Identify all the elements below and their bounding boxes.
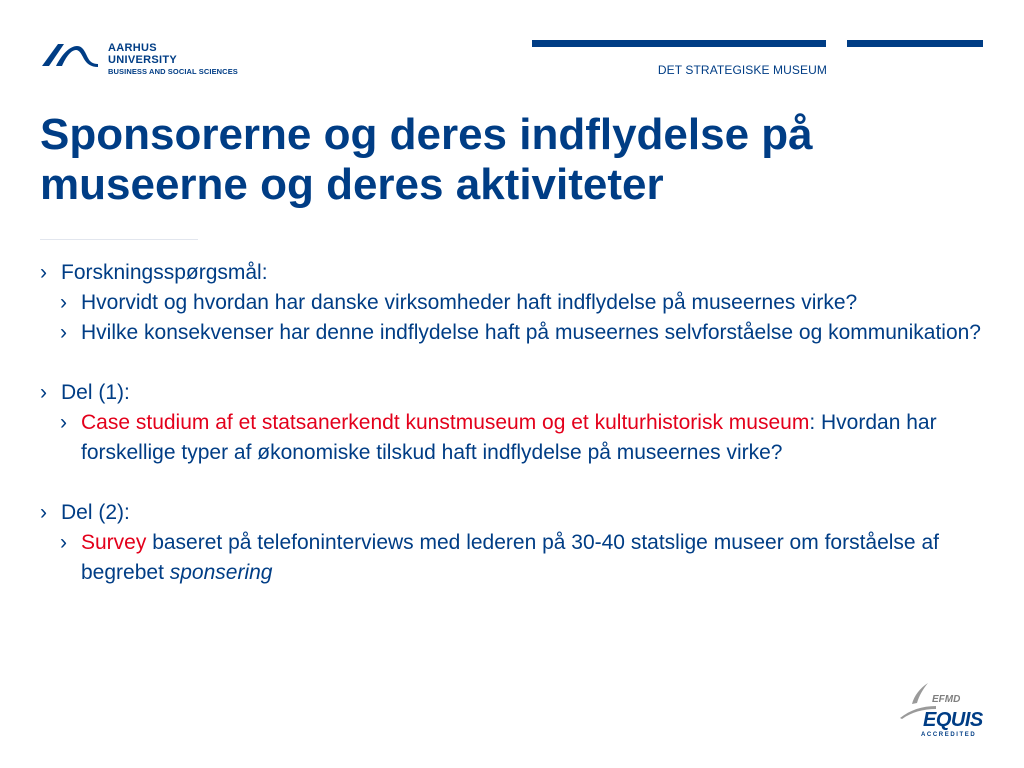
- efmd-label: EFMD: [932, 694, 961, 705]
- section-heading: [40, 498, 990, 528]
- accredited-label: ACCREDITED: [921, 732, 977, 738]
- section-heading: [40, 378, 990, 408]
- logo-wordmark: [108, 42, 238, 77]
- section-heading-text: Forskningsspørgsmål:: [61, 261, 268, 284]
- logo-line-aarhus: AARHUS: [108, 42, 157, 54]
- slide-content: [40, 258, 990, 588]
- emphasis-text: sponsering: [169, 561, 273, 584]
- slide-title: Sponsorerne og deres indflydelse på museerne og deres aktiviteter: [40, 110, 813, 209]
- list-item-text: Hvilke konsekvenser har denne indflydelse haft på museernes selvforståelse og kommunikation?: [81, 321, 981, 344]
- logo-line-faculty: BUSINESS AND SOCIAL SCIENCES: [108, 67, 238, 76]
- highlight-text: Case studium af et statsanerkendt kunstmuseum og et kulturhistorisk museum: [81, 411, 810, 434]
- list-item: [40, 288, 990, 318]
- header-bar-long: [532, 40, 826, 47]
- aarhus-wave-icon: [40, 40, 100, 68]
- chevron-right-icon: ›: [60, 411, 67, 434]
- chevron-right-icon: ›: [40, 381, 47, 404]
- list-item: [40, 528, 990, 588]
- list-item: [40, 318, 990, 348]
- department-name: DET STRATEGISKE MUSEUM: [657, 63, 827, 77]
- chevron-right-icon: ›: [40, 261, 47, 284]
- equis-accreditation-logo: [898, 680, 988, 744]
- title-divider: [40, 239, 198, 240]
- aarhus-university-logo[interactable]: [40, 38, 240, 86]
- highlight-text: Survey: [81, 531, 147, 554]
- section-heading: [40, 258, 990, 288]
- section-heading-text: Del (1):: [61, 381, 130, 404]
- chevron-right-icon: ›: [60, 531, 67, 554]
- chevron-right-icon: ›: [40, 501, 47, 524]
- logo-line-university: UNIVERSITY: [108, 54, 178, 66]
- section-heading-text: Del (2):: [61, 501, 130, 524]
- chevron-right-icon: ›: [60, 321, 67, 344]
- list-item-text: baseret på telefoninterviews med lederen på 30-40 statslige museer om forståelse af begrebet: [81, 531, 939, 584]
- header-bar-short: [847, 40, 983, 47]
- list-item-text: Hvorvidt og hvordan har danske virksomheder haft indflydelse på museernes virke?: [81, 291, 858, 314]
- list-item: [40, 408, 990, 468]
- equis-label: EQUIS: [923, 709, 983, 731]
- chevron-right-icon: ›: [60, 291, 67, 314]
- list-item-text: : Hvordan har forskellige typer af økonomiske tilskud haft indflydelse på museernes virke?: [81, 411, 937, 464]
